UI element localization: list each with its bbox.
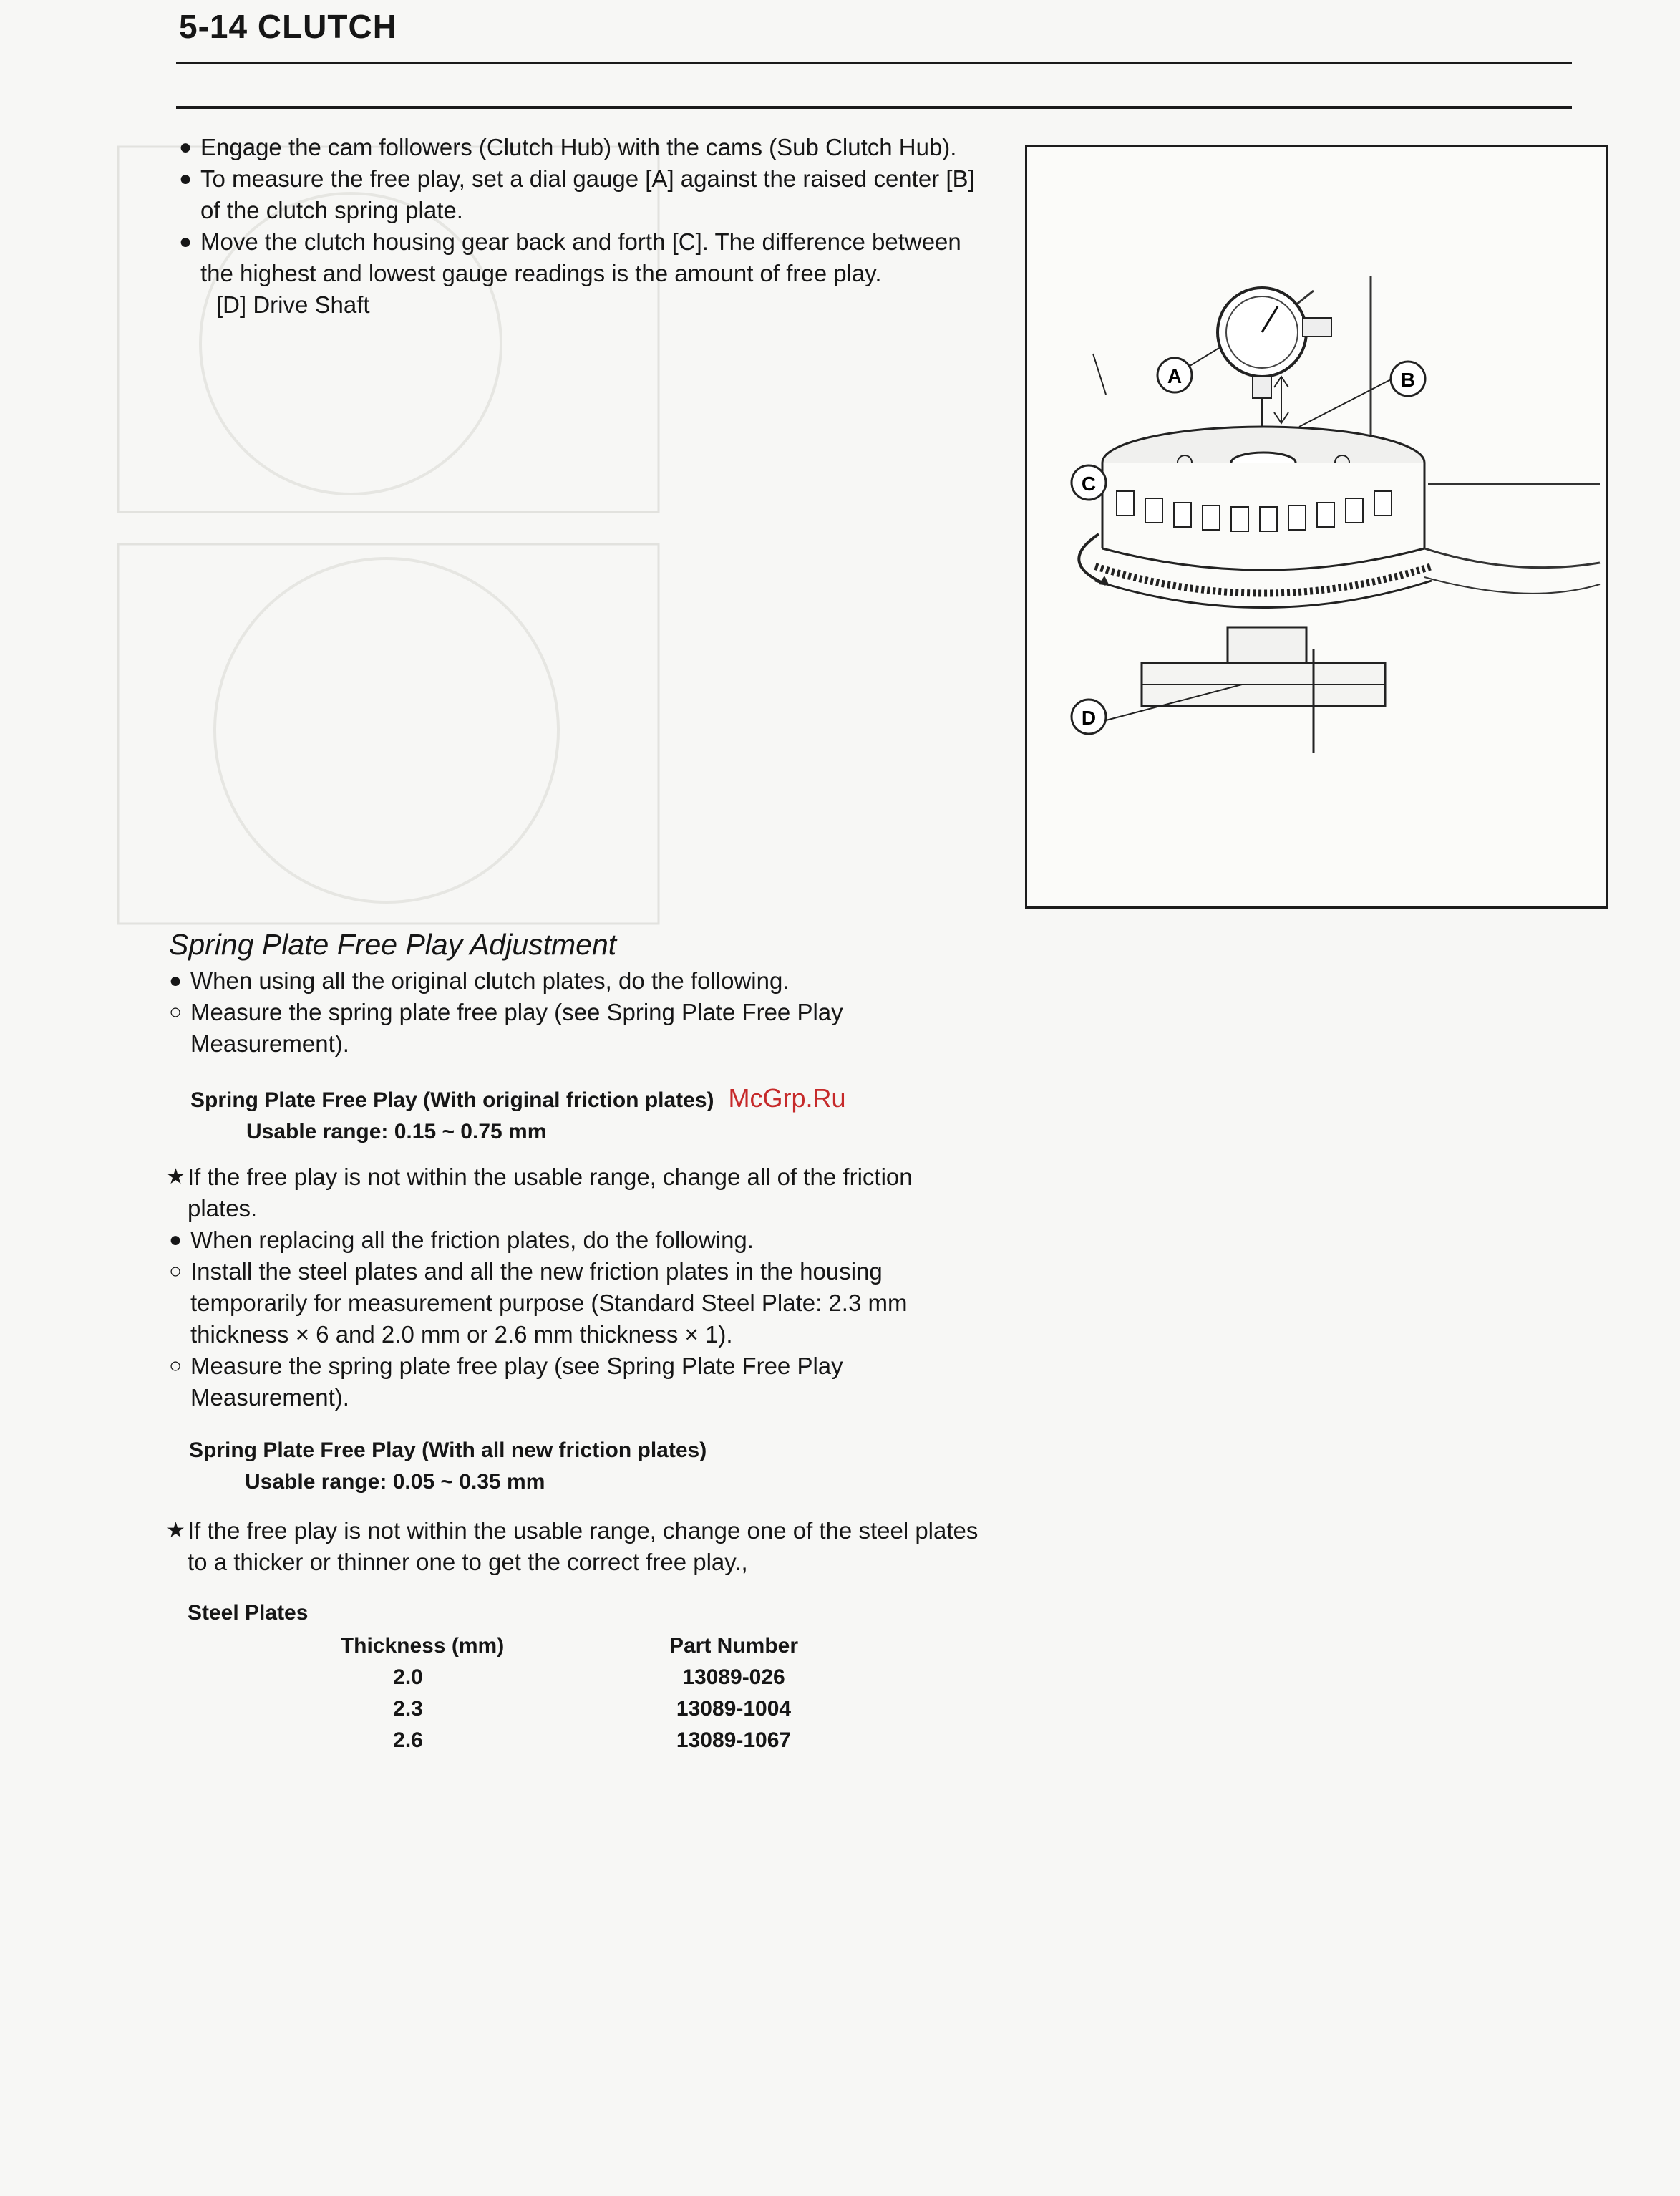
- table-header-thickness: Thickness (mm): [340, 1634, 505, 1658]
- callout-a: [1157, 358, 1192, 392]
- clutch-housing-icon: [1095, 427, 1432, 608]
- bullet-marker: ●: [179, 230, 193, 253]
- callout-b-label: B: [1400, 369, 1416, 391]
- steps-original-plates: [169, 965, 986, 1060]
- intro-text: Engage the cam followers (Clutch Hub) with the cams (Sub Clutch Hub).: [200, 134, 957, 160]
- bullet-marker: ●: [179, 135, 193, 159]
- bullet-marker: ●: [179, 167, 193, 190]
- table-cell-part-number: 13089-1067: [676, 1728, 792, 1752]
- note-new-plates: [166, 1515, 986, 1578]
- table-cell-thickness: 2.0: [393, 1665, 423, 1689]
- step-text: When replacing all the friction plates, do the following.: [190, 1227, 754, 1253]
- note-text: If the free play is not within the usable range, change one of the steel plates to a thicker or thinner one to get the correct free play.,: [188, 1517, 979, 1575]
- clutch-measurement-illustration: [1027, 147, 1606, 906]
- sub-bullet-marker: ○: [169, 1354, 183, 1378]
- bullet-marker: ●: [169, 969, 183, 992]
- step-text: Install the steel plates and all the new friction plates in the housing temporarily for measurement purpose (Standard Steel Plate: 2.3 mm thickness × 6 and 2.0 mm or 2.6 mm thickness × 1).: [190, 1258, 908, 1348]
- steel-plates-title: Steel Plates: [188, 1601, 309, 1625]
- watermark-text: McGrp.Ru: [728, 1083, 846, 1113]
- table-cell-thickness: 2.6: [393, 1728, 423, 1752]
- intro-item: [179, 163, 995, 226]
- callout-d: [1072, 700, 1106, 734]
- intro-item: [179, 132, 995, 163]
- spec-new-plates: [189, 1435, 1012, 1498]
- sub-bullet-marker: ○: [169, 1259, 183, 1283]
- steps-new-plates: [169, 1224, 986, 1413]
- step-text: Measure the spring plate free play (see Spring Plate Free Play Measurement).: [190, 999, 843, 1057]
- drive-shaft-note: [D] Drive Shaft: [216, 291, 370, 318]
- callout-b: [1391, 362, 1425, 396]
- step-item: [169, 1256, 986, 1350]
- spec-original-plates: [190, 1083, 1014, 1148]
- header-rule: [176, 62, 1572, 64]
- dial-gauge-figure: [1025, 145, 1608, 909]
- sub-bullet-marker: ○: [169, 1000, 183, 1024]
- section-title: Spring Plate Free Play Adjustment: [169, 928, 617, 961]
- header-rule-secondary: [176, 106, 1572, 109]
- page-title: 5-14 CLUTCH: [179, 8, 397, 45]
- callout-d-label: D: [1081, 707, 1097, 729]
- step-item: [169, 997, 986, 1060]
- star-marker: ★: [166, 1519, 185, 1542]
- step-text: Measure the spring plate free play (see Spring Plate Free Play Measurement).: [190, 1353, 843, 1411]
- star-marker: ★: [166, 1165, 185, 1189]
- step-item: [169, 1350, 986, 1413]
- note-text: If the free play is not within the usable range, change all of the friction plates.: [188, 1164, 913, 1222]
- table-header-part-number: Part Number: [669, 1634, 799, 1658]
- table-cell-thickness: 2.3: [393, 1697, 423, 1721]
- callout-c: [1072, 465, 1106, 500]
- spec-label: Spring Plate Free Play (With original friction plates): [190, 1088, 714, 1112]
- step-item: [169, 1224, 986, 1256]
- dial-gauge-icon: [1218, 288, 1331, 434]
- step-item: [169, 965, 986, 997]
- table-cell-part-number: 13089-026: [682, 1665, 785, 1689]
- spec-range: Usable range: 0.15 ~ 0.75 mm: [246, 1120, 547, 1143]
- intro-list: [179, 132, 995, 321]
- spec-range: Usable range: 0.05 ~ 0.35 mm: [245, 1470, 545, 1494]
- callout-c-label: C: [1081, 473, 1097, 495]
- intro-text: To measure the free play, set a dial gauge [A] against the raised center [B] of the clutch spring plate.: [200, 165, 975, 223]
- intro-text: Move the clutch housing gear back and forth [C]. The difference between the highest and lowest gauge readings is the amount of free play.: [200, 228, 961, 286]
- intro-item: [179, 226, 995, 289]
- note-original-plates: [166, 1161, 986, 1224]
- bullet-marker: ●: [169, 1228, 183, 1252]
- step-text: When using all the original clutch plates, do the following.: [190, 967, 790, 994]
- spec-label: Spring Plate Free Play (With all new friction plates): [189, 1438, 707, 1462]
- callout-a-label: A: [1167, 365, 1183, 387]
- table-cell-part-number: 13089-1004: [676, 1697, 792, 1721]
